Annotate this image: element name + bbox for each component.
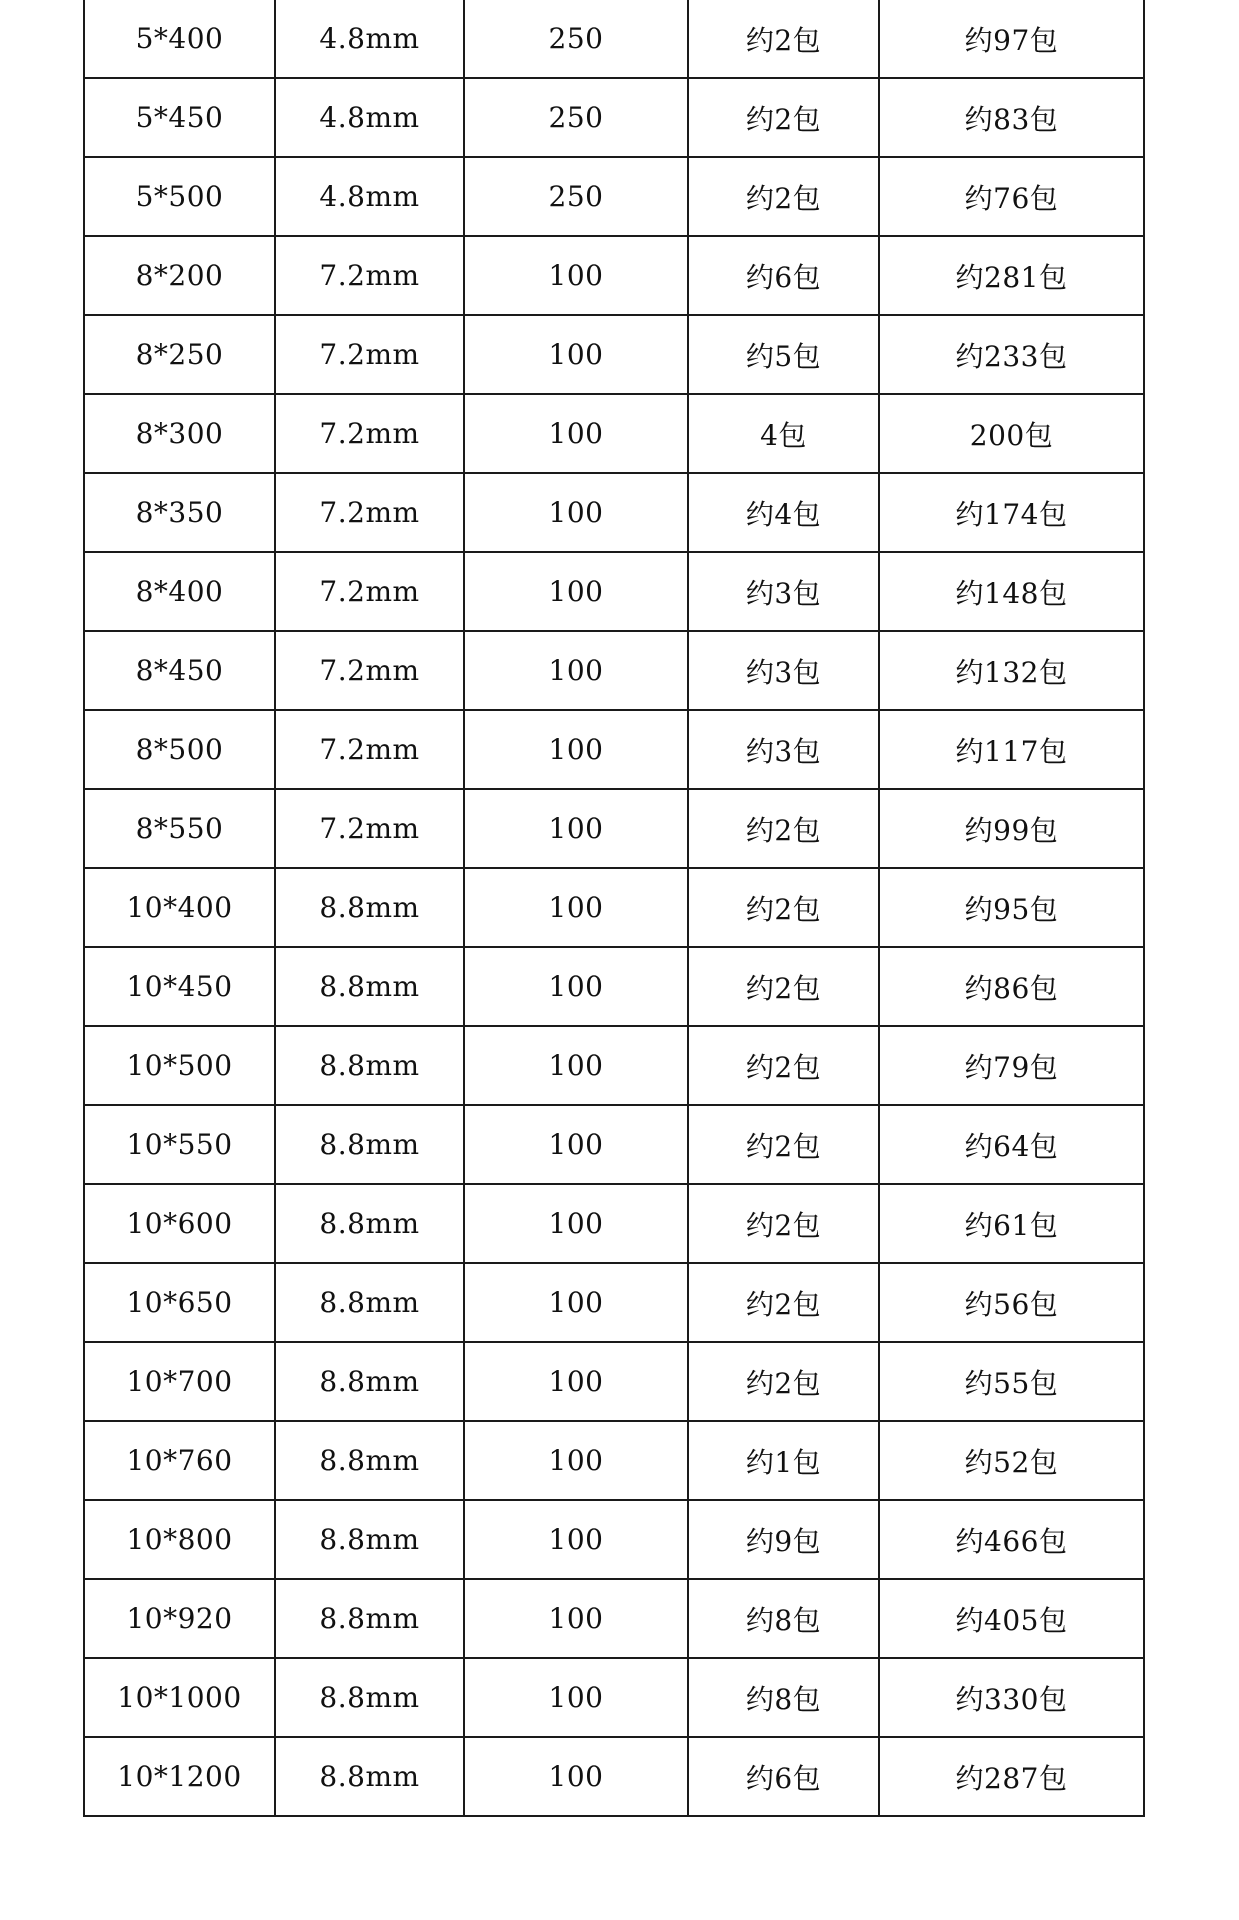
diameter-cell: 8.8mm <box>275 1658 464 1737</box>
packs-small-cell: 约8包 <box>688 1579 879 1658</box>
packs-large-cell: 约233包 <box>879 315 1144 394</box>
packs-small-cell: 约2包 <box>688 1026 879 1105</box>
packs-large-cell: 约132包 <box>879 631 1144 710</box>
packs-small-cell: 约6包 <box>688 236 879 315</box>
packs-large-cell: 约117包 <box>879 710 1144 789</box>
diameter-cell: 8.8mm <box>275 1263 464 1342</box>
size-cell: 10*920 <box>84 1579 275 1658</box>
quantity-cell: 100 <box>464 1342 688 1421</box>
size-cell: 8*350 <box>84 473 275 552</box>
diameter-cell: 7.2mm <box>275 236 464 315</box>
packs-small-cell: 约2包 <box>688 947 879 1026</box>
packs-large-cell: 约56包 <box>879 1263 1144 1342</box>
quantity-cell: 100 <box>464 1658 688 1737</box>
size-cell: 8*450 <box>84 631 275 710</box>
table-row <box>84 552 1144 631</box>
packs-large-cell: 约64包 <box>879 1105 1144 1184</box>
packs-small-cell: 约2包 <box>688 1263 879 1342</box>
diameter-cell: 8.8mm <box>275 1026 464 1105</box>
diameter-cell: 8.8mm <box>275 1737 464 1816</box>
quantity-cell: 250 <box>464 157 688 236</box>
size-cell: 10*650 <box>84 1263 275 1342</box>
table-row <box>84 1342 1144 1421</box>
diameter-cell: 7.2mm <box>275 473 464 552</box>
size-cell: 8*300 <box>84 394 275 473</box>
diameter-cell: 7.2mm <box>275 315 464 394</box>
diameter-cell: 4.8mm <box>275 0 464 78</box>
size-cell: 10*1200 <box>84 1737 275 1816</box>
packs-large-cell: 约466包 <box>879 1500 1144 1579</box>
quantity-cell: 100 <box>464 710 688 789</box>
quantity-cell: 100 <box>464 1184 688 1263</box>
packs-small-cell: 约8包 <box>688 1658 879 1737</box>
quantity-cell: 100 <box>464 1500 688 1579</box>
quantity-cell: 100 <box>464 868 688 947</box>
diameter-cell: 8.8mm <box>275 1500 464 1579</box>
quantity-cell: 100 <box>464 1421 688 1500</box>
quantity-cell: 100 <box>464 789 688 868</box>
packs-large-cell: 约55包 <box>879 1342 1144 1421</box>
table-row <box>84 315 1144 394</box>
packs-small-cell: 约2包 <box>688 0 879 78</box>
table-row <box>84 947 1144 1026</box>
table-row <box>84 1263 1144 1342</box>
quantity-cell: 100 <box>464 473 688 552</box>
packs-small-cell: 约3包 <box>688 552 879 631</box>
packs-small-cell: 约2包 <box>688 78 879 157</box>
size-cell: 8*500 <box>84 710 275 789</box>
packs-small-cell: 约3包 <box>688 631 879 710</box>
packs-small-cell: 4包 <box>688 394 879 473</box>
diameter-cell: 8.8mm <box>275 868 464 947</box>
packs-large-cell: 约61包 <box>879 1184 1144 1263</box>
size-cell: 10*700 <box>84 1342 275 1421</box>
packs-small-cell: 约6包 <box>688 1737 879 1816</box>
size-cell: 10*1000 <box>84 1658 275 1737</box>
table-row <box>84 868 1144 947</box>
quantity-cell: 100 <box>464 1579 688 1658</box>
table-row <box>84 710 1144 789</box>
size-cell: 10*760 <box>84 1421 275 1500</box>
table-row <box>84 789 1144 868</box>
packs-large-cell: 200包 <box>879 394 1144 473</box>
diameter-cell: 4.8mm <box>275 78 464 157</box>
diameter-cell: 7.2mm <box>275 710 464 789</box>
quantity-cell: 100 <box>464 394 688 473</box>
packs-large-cell: 约86包 <box>879 947 1144 1026</box>
size-cell: 8*550 <box>84 789 275 868</box>
quantity-cell: 100 <box>464 315 688 394</box>
table-row <box>84 1500 1144 1579</box>
table-row <box>84 394 1144 473</box>
diameter-cell: 8.8mm <box>275 1105 464 1184</box>
size-cell: 5*500 <box>84 157 275 236</box>
quantity-cell: 100 <box>464 947 688 1026</box>
packs-small-cell: 约2包 <box>688 789 879 868</box>
packs-small-cell: 约2包 <box>688 1342 879 1421</box>
packs-small-cell: 约1包 <box>688 1421 879 1500</box>
quantity-cell: 100 <box>464 631 688 710</box>
packs-large-cell: 约405包 <box>879 1579 1144 1658</box>
diameter-cell: 8.8mm <box>275 1579 464 1658</box>
quantity-cell: 100 <box>464 1737 688 1816</box>
diameter-cell: 4.8mm <box>275 157 464 236</box>
packs-small-cell: 约3包 <box>688 710 879 789</box>
table-row <box>84 0 1144 78</box>
quantity-cell: 250 <box>464 0 688 78</box>
packs-large-cell: 约174包 <box>879 473 1144 552</box>
size-cell: 5*450 <box>84 78 275 157</box>
quantity-cell: 100 <box>464 1263 688 1342</box>
diameter-cell: 7.2mm <box>275 552 464 631</box>
size-cell: 10*500 <box>84 1026 275 1105</box>
table-row <box>84 1105 1144 1184</box>
packs-small-cell: 约2包 <box>688 157 879 236</box>
table-row <box>84 1026 1144 1105</box>
packs-small-cell: 约2包 <box>688 1184 879 1263</box>
size-cell: 8*200 <box>84 236 275 315</box>
table-row <box>84 1579 1144 1658</box>
table-row <box>84 236 1144 315</box>
quantity-cell: 100 <box>464 1026 688 1105</box>
quantity-cell: 100 <box>464 1105 688 1184</box>
size-cell: 5*400 <box>84 0 275 78</box>
packs-small-cell: 约9包 <box>688 1500 879 1579</box>
diameter-cell: 8.8mm <box>275 1421 464 1500</box>
packs-large-cell: 约287包 <box>879 1737 1144 1816</box>
diameter-cell: 8.8mm <box>275 947 464 1026</box>
packs-small-cell: 约2包 <box>688 868 879 947</box>
diameter-cell: 8.8mm <box>275 1342 464 1421</box>
table-row <box>84 1658 1144 1737</box>
size-cell: 8*250 <box>84 315 275 394</box>
spec-table-body <box>84 0 1144 1816</box>
packs-large-cell: 约79包 <box>879 1026 1144 1105</box>
packs-small-cell: 约4包 <box>688 473 879 552</box>
quantity-cell: 100 <box>464 552 688 631</box>
diameter-cell: 8.8mm <box>275 1184 464 1263</box>
size-cell: 10*600 <box>84 1184 275 1263</box>
packs-large-cell: 约95包 <box>879 868 1144 947</box>
quantity-cell: 100 <box>464 236 688 315</box>
packs-large-cell: 约97包 <box>879 0 1144 78</box>
size-cell: 8*400 <box>84 552 275 631</box>
table-row <box>84 1737 1144 1816</box>
packs-large-cell: 约52包 <box>879 1421 1144 1500</box>
table-row <box>84 157 1144 236</box>
quantity-cell: 250 <box>464 78 688 157</box>
diameter-cell: 7.2mm <box>275 631 464 710</box>
packs-large-cell: 约330包 <box>879 1658 1144 1737</box>
diameter-cell: 7.2mm <box>275 394 464 473</box>
diameter-cell: 7.2mm <box>275 789 464 868</box>
table-row <box>84 631 1144 710</box>
table-row <box>84 1421 1144 1500</box>
size-cell: 10*400 <box>84 868 275 947</box>
table-row <box>84 473 1144 552</box>
packs-small-cell: 约5包 <box>688 315 879 394</box>
table-row <box>84 78 1144 157</box>
table-row <box>84 1184 1144 1263</box>
size-cell: 10*550 <box>84 1105 275 1184</box>
spec-table <box>83 0 1145 1817</box>
packs-large-cell: 约83包 <box>879 78 1144 157</box>
size-cell: 10*450 <box>84 947 275 1026</box>
packs-large-cell: 约99包 <box>879 789 1144 868</box>
packs-small-cell: 约2包 <box>688 1105 879 1184</box>
packs-large-cell: 约148包 <box>879 552 1144 631</box>
spec-table-container <box>83 0 1143 1817</box>
size-cell: 10*800 <box>84 1500 275 1579</box>
packs-large-cell: 约281包 <box>879 236 1144 315</box>
packs-large-cell: 约76包 <box>879 157 1144 236</box>
